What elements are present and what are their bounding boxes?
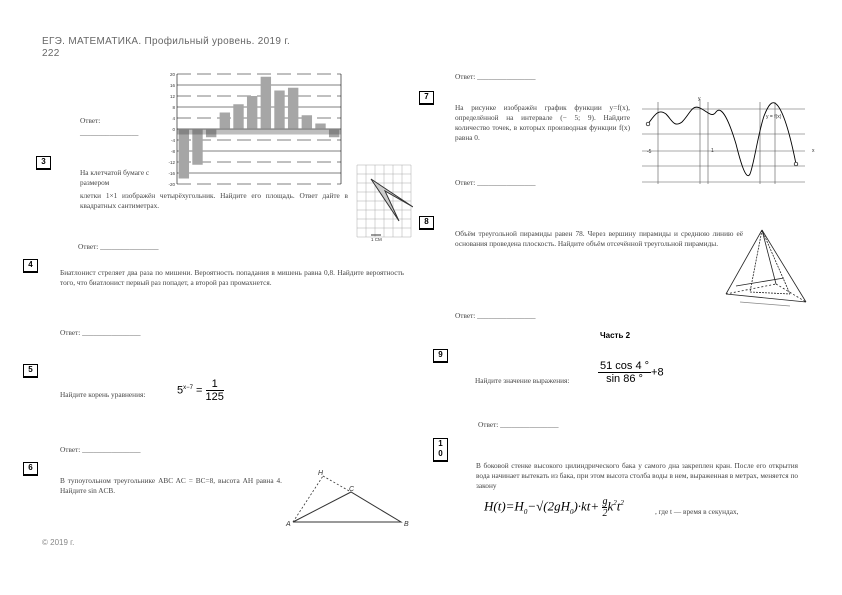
formula-exponent: x−7: [183, 384, 193, 391]
answer-line-8: Ответ: ________________: [455, 311, 536, 320]
task-number-5: 5: [23, 364, 38, 378]
bar-chart: [163, 70, 346, 188]
answer-line-5: Ответ: ________________: [60, 445, 141, 454]
task3-text-b: клетки 1×1 изображён четырёхугольник. Найдите его площадь. Ответ дайте в квадратных сантиметрах.: [80, 191, 348, 210]
chart-y-tick-label: 20: [169, 72, 175, 77]
chart-bar: [302, 115, 312, 129]
chart-bar: [179, 129, 189, 179]
chart-bar: [274, 91, 284, 130]
task-number-7: 7: [419, 91, 434, 105]
chart-category-band: [177, 129, 341, 135]
formula-2: 2: [602, 508, 608, 519]
answer-line-6: Ответ: ________________: [455, 72, 536, 81]
chart-y-tick-label: 16: [169, 83, 175, 88]
task10-tail-text: , где t — время в секундах,: [655, 507, 739, 516]
formula-lhs: H(t)=H: [484, 498, 524, 514]
label-c: C: [349, 486, 355, 493]
chart-bar: [288, 88, 298, 129]
task7-text: На рисунке изображён график функции y=f(x), определённой на интервале (− 5; 9). Найдите количество точек, в которых производная функции f(x) равна 0.: [455, 103, 630, 142]
obtuse-triangle-figure: [285, 464, 415, 530]
formula-fraction: [598, 360, 651, 385]
graph-minus5-label: -5: [647, 149, 652, 155]
task8-text: Объём треугольной пирамиды равен 78. Через вершину пирамиды и среднюю линию её основания проведена плоскость. Найдите объём отсечённой треугольной пирамиды.: [455, 229, 743, 248]
task6-text: В тупоугольном треугольнике ABC AC = BC=8, высота AH равна 4. Найдите sin ACB.: [60, 476, 282, 495]
label-a: A: [286, 521, 291, 528]
fraction-numerator: 1: [206, 378, 224, 391]
answer-line-9: Ответ: ________________: [478, 420, 559, 429]
graph-one-label: 1: [711, 148, 714, 154]
part2-heading: Часть 2: [600, 331, 631, 340]
chart-y-tick-label: 0: [172, 127, 175, 132]
chart-y-tick-label: -12: [168, 160, 175, 165]
chart-bar: [220, 113, 230, 130]
task10-num-bottom: 0: [438, 449, 443, 458]
formula-tail: )·kt+: [573, 498, 600, 514]
task5-formula: [177, 378, 224, 403]
answer-line-2: [80, 116, 138, 137]
task-number-4: 4: [23, 259, 38, 273]
fraction-denominator: sin 86 °: [606, 373, 643, 385]
task10-formula: $H(t)=H_0-√(2gH_0)\cdot kt+$ $\frac{g}{2}$ $k^2t^2$: [484, 496, 624, 519]
chart-y-tick-label: -16: [168, 171, 175, 176]
answer-line-3: Ответ: ________________: [78, 242, 159, 251]
chart-bar: [315, 124, 325, 130]
header-title: ЕГЭ. МАТЕМАТИКА. Профильный уровень. 2019 г.: [42, 36, 291, 47]
formula-k: k: [607, 498, 614, 514]
chart-y-tick-label: 4: [172, 116, 175, 121]
chart-y-tick-label: 8: [172, 105, 175, 110]
task-number-3: 3: [36, 156, 51, 170]
task-number-9: 9: [433, 349, 448, 363]
answer-label: Ответ:: [80, 116, 101, 125]
chart-y-tick-label: -4: [170, 138, 175, 143]
pyramid-figure: [720, 226, 810, 312]
grid-scale-label: 1 СМ: [371, 237, 382, 242]
chart-y-tick-label: -8: [170, 149, 175, 154]
chart-bar: [233, 104, 243, 129]
formula-g: g: [602, 496, 608, 507]
label-b: B: [404, 521, 409, 528]
formula-fraction: [206, 378, 224, 403]
graph-y-label: y: [698, 96, 701, 102]
graph-fx-label: y = f(x): [766, 114, 782, 120]
answer-line-4: Ответ: ________________: [60, 328, 141, 337]
graph-x-label: x: [812, 148, 815, 154]
answer-blank: ________________: [80, 128, 139, 137]
chart-bar: [247, 96, 257, 129]
task5-text: Найдите корень уравнения:: [60, 390, 146, 399]
function-graph: [640, 94, 820, 186]
formula-equals: =: [196, 384, 203, 397]
task9-text: Найдите значение выражения:: [475, 376, 570, 385]
formula-base: 5: [177, 384, 184, 397]
formula-t: t: [616, 498, 621, 514]
formula-rest: −√(2gH: [527, 498, 570, 514]
task-number-6: 6: [23, 462, 38, 476]
formula-plus-term: +8: [651, 366, 664, 379]
fraction-denominator: 125: [205, 391, 224, 403]
footer-copyright: © 2019 г.: [42, 538, 75, 547]
answer-line-7: Ответ: ________________: [455, 178, 536, 187]
chart-bar: [261, 77, 271, 129]
task10-text: В боковой стенке высокого цилиндрического бака у самого дна закреплен кран. После его открытия вода начинает вытекать из бака, при этом высота столба воды в нем, выраженная в метрах, меняется по закону: [476, 461, 798, 490]
chart-y-tick-label: -20: [168, 182, 175, 187]
grid-quadrilateral-figure: [355, 163, 413, 243]
page-header: [42, 36, 290, 60]
fraction-numerator: 51 cos 4 °: [600, 360, 650, 372]
task3-text-a: На клетчатой бумаге с размером: [80, 168, 150, 187]
header-page-number: 222: [42, 48, 60, 59]
chart-y-tick-label: 12: [169, 94, 175, 99]
task10-num-top: 1: [438, 439, 443, 448]
label-h: H: [318, 470, 324, 477]
task-number-8: 8: [419, 216, 434, 230]
task9-formula: [598, 360, 664, 385]
task4-text: Биатлонист стреляет два раза по мишени. Вероятность попадания в мишень равна 0,8. Найдите вероятность того, что биатлонист первый раз попадет, а второй раз промахнется.: [60, 268, 404, 287]
task-number-10: [433, 438, 448, 462]
